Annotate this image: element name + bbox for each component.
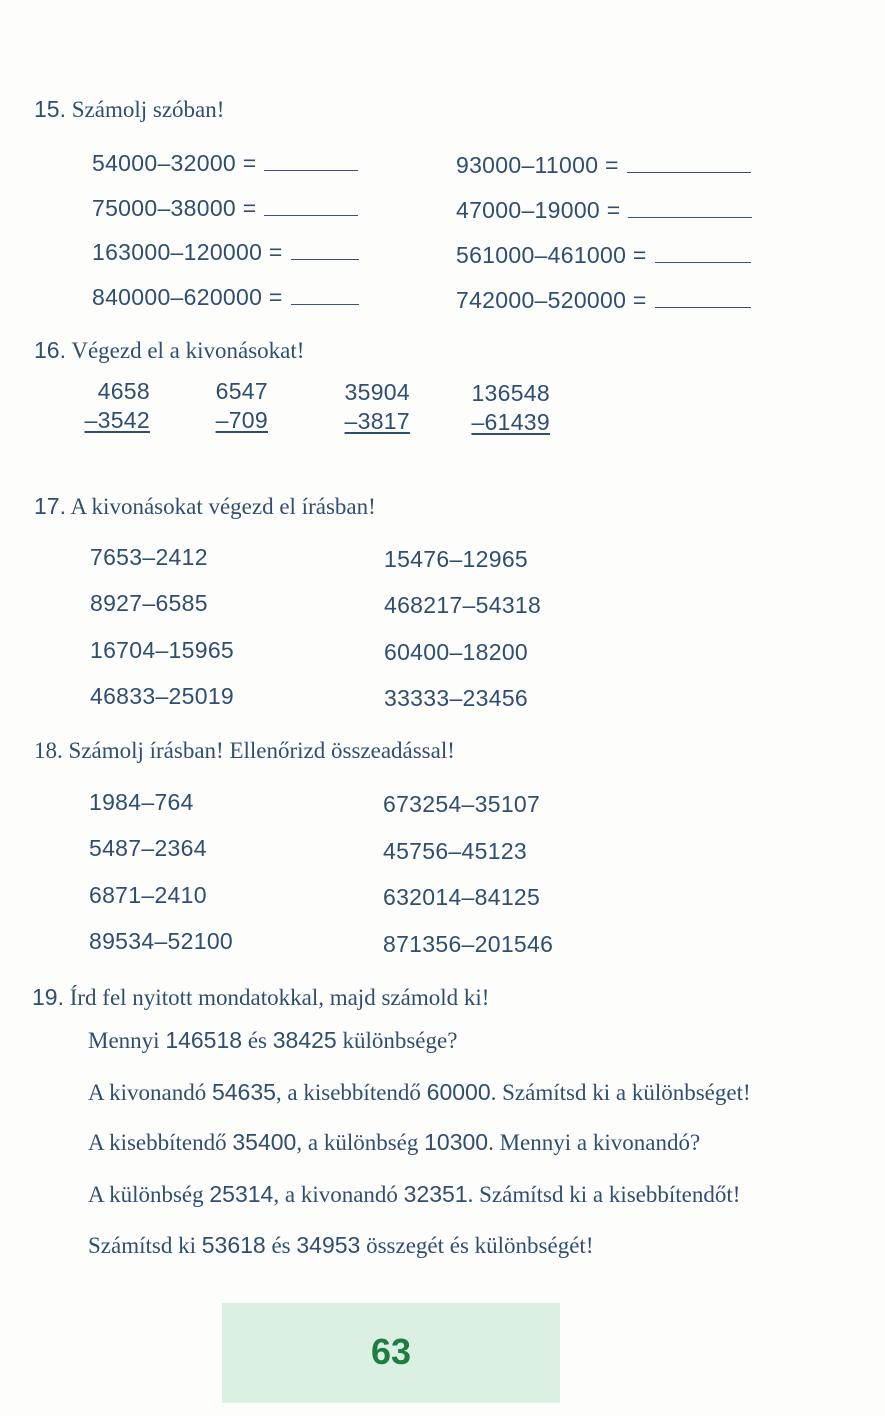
exercise-number: 16. (34, 337, 66, 363)
exercise-title: Számolj írásban! Ellenőrizd összeadással! (68, 738, 455, 763)
ex18-item: 1984–764 (89, 789, 194, 815)
ex15-item (456, 287, 751, 314)
number: 35400 (232, 1129, 297, 1155)
text: összegét és különbségét! (360, 1233, 594, 1258)
text: különbsége? (336, 1028, 458, 1053)
word-problem (88, 1027, 457, 1054)
minuend: 6547 (215, 378, 268, 404)
word-problem (88, 1181, 740, 1208)
exercise-number: 18. (34, 738, 63, 763)
page-number: 63 (370, 1331, 412, 1372)
exercise-18-heading (34, 738, 455, 764)
number: 25314 (209, 1181, 274, 1207)
equation: 742000–520000 = (456, 287, 647, 313)
text: és (265, 1233, 297, 1258)
ex15-item (92, 150, 358, 177)
answer-blank[interactable] (655, 289, 751, 308)
text: . Mennyi a kivonandó? (488, 1130, 701, 1155)
answer-blank[interactable] (291, 241, 359, 260)
number: 32351 (403, 1181, 468, 1207)
answer-blank[interactable] (291, 286, 359, 305)
exercise-title: Írd fel nyitott mondatokkal, majd számold ki! (69, 985, 490, 1010)
ex17-item: 8927–6585 (90, 590, 208, 616)
text: A különbség (88, 1182, 210, 1207)
exercise-number: 15. (34, 96, 66, 122)
exercise-15-heading (34, 96, 224, 123)
ex17-item: 468217–54318 (384, 592, 542, 618)
exercise-number: 17. (34, 493, 66, 519)
ex18-item: 45756–45123 (383, 838, 528, 864)
answer-blank[interactable] (628, 199, 752, 218)
ex15-item (92, 195, 358, 222)
text: . Számítsd ki a kisebbítendőt! (467, 1182, 741, 1207)
equation: 47000–19000 = (456, 197, 621, 223)
equation: 163000–120000 = (92, 239, 283, 265)
word-problem (88, 1232, 593, 1259)
number: 53618 (201, 1232, 266, 1258)
text: , a kisebbítendő (275, 1080, 427, 1105)
equation: 75000–38000 = (92, 195, 257, 221)
number: 10300 (424, 1129, 489, 1155)
exercise-title: Számolj szóban! (71, 97, 225, 122)
answer-blank[interactable] (627, 154, 751, 173)
text: Mennyi (88, 1028, 166, 1053)
minuend: 35904 (344, 379, 410, 405)
exercise-number: 19. (32, 984, 64, 1010)
answer-blank[interactable] (655, 244, 751, 263)
ex15-item (456, 197, 752, 224)
subtrahend: –3542 (84, 407, 150, 433)
ex17-item: 46833–25019 (90, 683, 235, 709)
minuend: 4658 (97, 378, 150, 404)
ex17-item: 7653–2412 (90, 544, 208, 570)
exercise-19-heading (32, 984, 489, 1011)
text: és (242, 1028, 273, 1053)
ex17-item: 16704–15965 (90, 637, 235, 663)
text: Számítsd ki (88, 1233, 202, 1258)
ex17-item: 33333–23456 (384, 685, 529, 711)
ex18-item: 632014–84125 (383, 884, 541, 910)
answer-blank[interactable] (264, 197, 358, 216)
ex15-item (92, 239, 359, 266)
ex17-item: 60400–18200 (384, 639, 529, 665)
number: 146518 (165, 1027, 243, 1053)
ex18-item: 871356–201546 (383, 931, 554, 957)
number: 54635 (211, 1079, 276, 1105)
subtrahend: –61439 (471, 409, 550, 435)
exercise-17-heading (34, 493, 376, 520)
number: 38425 (272, 1027, 337, 1053)
subtraction-problem (460, 380, 550, 436)
number: 34953 (296, 1232, 361, 1258)
ex15-item (456, 242, 751, 269)
page-number-box (222, 1303, 560, 1403)
equation: 54000–32000 = (92, 150, 257, 176)
ex18-item: 5487–2364 (89, 835, 207, 861)
text: A kivonandó (88, 1080, 212, 1105)
equation: 561000–461000 = (456, 242, 647, 268)
subtrahend: –3817 (344, 408, 410, 434)
subtrahend: –709 (215, 407, 268, 433)
minuend: 136548 (471, 380, 550, 406)
ex17-item: 15476–12965 (384, 546, 529, 572)
ex15-item (456, 152, 751, 179)
subtraction-problem (78, 378, 150, 434)
text: A kisebbítendő (88, 1130, 233, 1155)
answer-blank[interactable] (264, 152, 358, 171)
ex18-item: 6871–2410 (89, 882, 207, 908)
equation: 93000–11000 = (456, 152, 619, 178)
word-problem (88, 1129, 700, 1156)
ex15-item (92, 284, 359, 311)
subtraction-problem (198, 378, 268, 434)
ex18-item: 89534–52100 (89, 928, 234, 954)
text: , a különbség (296, 1130, 425, 1155)
subtraction-problem (330, 379, 410, 435)
exercise-16-heading (34, 337, 304, 364)
number: 60000 (426, 1079, 491, 1105)
word-problem (88, 1079, 751, 1106)
exercise-title: Végezd el a kivonásokat! (71, 338, 305, 363)
ex18-item: 673254–35107 (383, 791, 541, 817)
exercise-title: A kivonásokat végezd el írásban! (70, 494, 376, 519)
text: , a kivonandó (273, 1182, 404, 1207)
text: . Számítsd ki a különbséget! (490, 1080, 751, 1105)
equation: 840000–620000 = (92, 284, 283, 310)
